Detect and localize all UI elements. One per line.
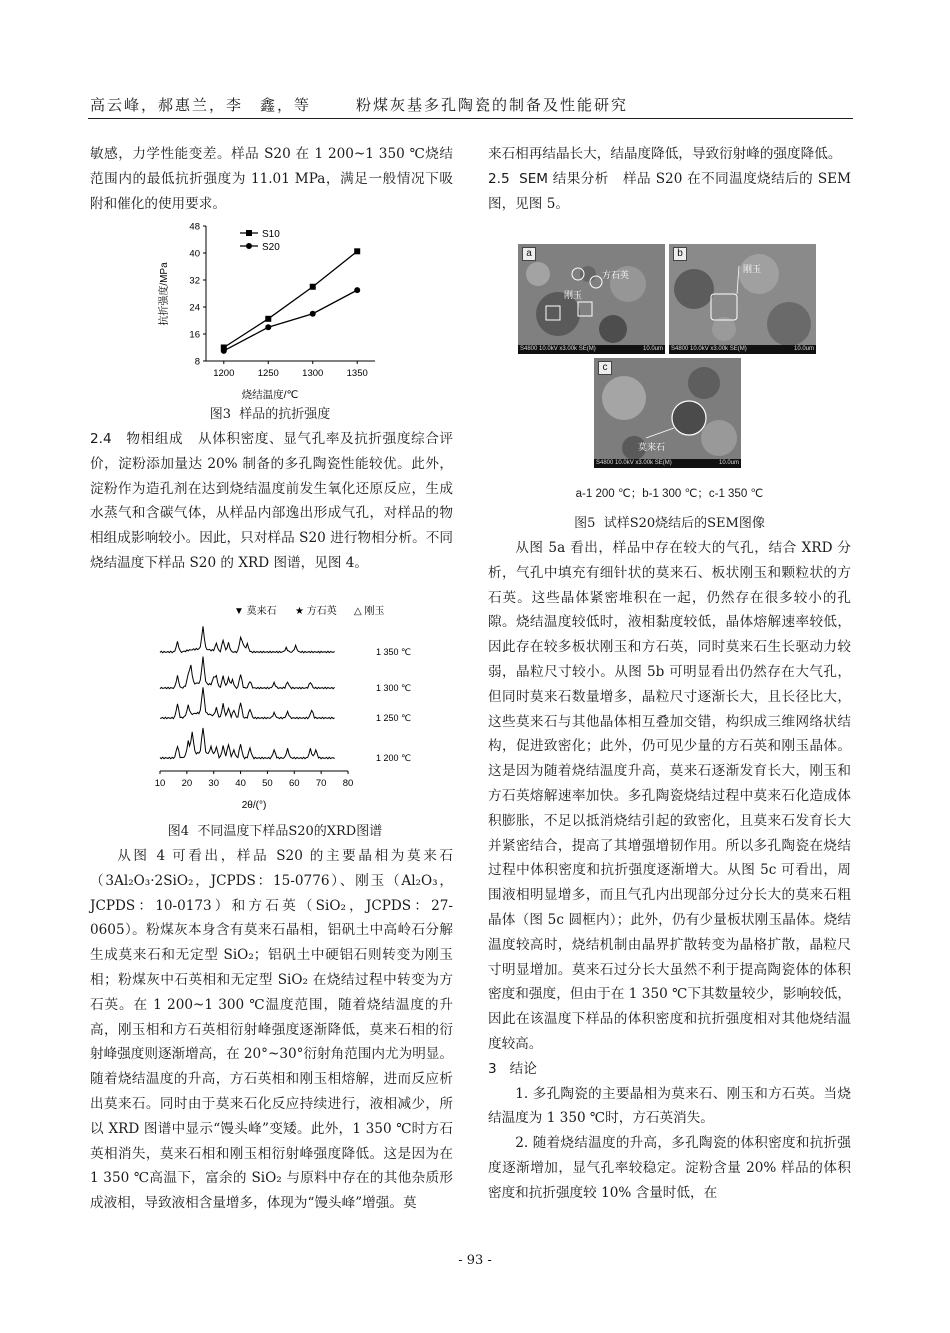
legend-s10-marker: [246, 230, 252, 236]
x-axis-label: 烧结温度/℃: [241, 389, 299, 401]
scale-bar-length: 10.0um: [642, 346, 663, 352]
annotation-corundum: 刚玉: [564, 290, 583, 300]
paragraph: 敏感，力学性能变差。样品 S20 在 1 200~1 350 ℃烧结范围内的最低抗折强度为 11.01 MPa，满足一般情况下吸附和催化的使用要求。: [90, 146, 453, 212]
legend-corundum: △ 刚玉: [354, 606, 385, 617]
legend-s20-marker: [246, 243, 252, 249]
header-rule: [88, 118, 853, 119]
section-title: 结论: [509, 1060, 537, 1077]
x-tick-label: 80: [342, 778, 354, 789]
xrd-trace: [160, 687, 335, 719]
running-header-title: 粉煤灰基多孔陶瓷的制备及性能研究: [356, 96, 629, 114]
data-point-s10: [310, 284, 316, 290]
scale-bar-length: 10.0um: [793, 346, 814, 352]
data-point-s20: [265, 324, 271, 330]
panel-label: c: [598, 361, 612, 375]
x-tick-label: 1350: [346, 368, 368, 379]
x-tick-label: 50: [262, 778, 273, 789]
data-point-s20: [354, 287, 360, 293]
legend-s20: S20: [262, 242, 280, 253]
scale-bar-info: S4800 10.0kV x3.00k SE(M): [671, 346, 747, 352]
annotation-mullite: 莫来石: [638, 442, 666, 452]
paragraph: 从图 5a 看出，样品中存在较大的气孔，结合 XRD 分析，气孔中填充有细针状的莫来石、板状刚玉和颗粒状的方石英。这些晶体紧密堆积在一起，仍然存在很多较小的孔隙。烧结温度较低时，液相黏度较低，晶体熔解速率较低，因此存在较多板状刚玉和方石英，同时莫来石生长驱动力较弱，晶粒尺寸较小。从图 5b 可明显看出仍然存在大气孔，但同时莫来石数量增多，晶粒尺寸逐渐长大，且长径比大，这些莫来石与其他晶体相互叠加交错，构织成三维网络状结构，促进致密化；此外，仍可见少量的方石英和刚玉晶体。这是因为随着烧结温度升高，莫来石逐渐发育长大，刚玉和方石英熔解速率加快。多孔陶瓷烧结过程中莫来石化造成体积膨胀，不足以抵消烧结引起的致密化，且莫来石发育长大并紧密结合，提高了其增强增韧作用。所以多孔陶瓷在烧结过程中体积密度和抗折强度逐渐增大。从图 5c 可看出，周围液相明显增多，而且气孔内出现部分过分长大的莫来石粗晶体（图 5c 圆框内）；此外，仍有少量板状刚玉晶体。烧结温度较高时，烧结机制由晶界扩散转变为晶格扩散，晶粒尺寸明显增加。莫来石过分长大虽然不利于提高陶瓷体的体积密度和强度，但由于在 1 350 ℃下其数量较少，影响较低，因此在该温度下样品的体积密度和抗折强度相对其他烧结温度较高。: [488, 540, 851, 1052]
sem-image-b: [669, 244, 816, 354]
figure-5-subcaption: a-1 200 ℃；b-1 300 ℃；c-1 350 ℃: [575, 488, 764, 500]
left-text-bottom: [90, 844, 453, 1216]
page-number: - 93 -: [458, 1253, 492, 1268]
caption-text: 不同温度下样品S20的XRD图谱: [197, 824, 383, 839]
legend-cristobalite: ★ 方石英: [295, 606, 337, 617]
x-tick-label: 30: [208, 778, 220, 789]
scale-bar-info: S4800 10.0kV x3.00k SE(M): [596, 460, 672, 466]
trace-label: 1 250 ℃: [376, 713, 412, 723]
figure-4-caption: [130, 820, 420, 839]
sem-image-c: [594, 358, 741, 468]
right-text-top: [488, 142, 851, 216]
x-tick-label: 1250: [257, 368, 279, 379]
conclusion-1: 1. 多孔陶瓷的主要晶相为莫来石、刚玉和方石英。当烧结温度为 1 350 ℃时，方石英消失。: [488, 1085, 851, 1127]
trace-label: 1 300 ℃: [376, 683, 412, 693]
figure-3-caption: [150, 403, 390, 422]
section-number: 3: [488, 1060, 497, 1077]
legend: [240, 229, 280, 253]
x-tick-label: 60: [288, 778, 300, 789]
left-text-section-2-4: [90, 427, 453, 576]
scale-bar-length: 10.0um: [718, 460, 739, 466]
running-header-authors: 高云峰，郝惠兰，李 鑫，等: [90, 96, 312, 114]
scale-bar: [669, 345, 816, 354]
panel-label: a: [522, 247, 536, 261]
figure-4-chart: [140, 600, 430, 818]
paragraph: 来石相再结晶长大，结晶度降低，导致衍射峰的强度降低。: [488, 146, 842, 162]
trace-label: 1 200 ℃: [376, 753, 412, 763]
y-tick-label: 24: [189, 302, 200, 314]
caption-number: 图5: [574, 516, 596, 531]
x-tick-label: 10: [154, 778, 166, 789]
trace-label: 1 350 ℃: [376, 647, 412, 657]
sem-image-a: [518, 244, 665, 354]
data-point-s20: [221, 348, 227, 354]
panel-label: b: [673, 247, 687, 261]
series-line-s20: [224, 290, 357, 351]
section-title: 物相组成: [126, 431, 184, 447]
figure-3-chart: [150, 218, 390, 403]
xrd-trace: [160, 728, 335, 759]
data-point-s20: [310, 311, 316, 317]
scale-bar-info: S4800 10.0kV x3.00k SE(M): [520, 346, 596, 352]
series-line-s10: [224, 251, 357, 347]
legend-mullite: ▼ 莫来石: [234, 606, 277, 617]
paragraph: 从体积密度、显气孔率及抗折强度综合评价，淀粉添加量达 20% 制备的多孔陶瓷性能较优。此外，淀粉作为造孔剂在达到烧结温度前发生氧化还原反应，生成水蒸气和含碳气体，从样品内部逸出形成气孔，对样品的物相组成影响较小。因此，只对样品 S20 进行物相分析。不同烧结温度下样品 S20 的 XRD 图谱，见图 4。: [90, 431, 454, 571]
right-text-bottom: [488, 536, 851, 1206]
y-tick-label: 48: [189, 221, 200, 233]
section-number: 2.5: [488, 170, 510, 187]
scale-bar: [594, 459, 741, 468]
annotation-corundum: 刚玉: [743, 264, 762, 274]
paragraph: 样品 S20 在不同温度烧结后的 SEM 图，见图 5。: [488, 170, 851, 212]
scale-bar: [518, 345, 665, 354]
y-axis-label: 抗折强度/MPa: [159, 262, 170, 326]
x-tick-label: 1200: [213, 368, 235, 379]
y-tick-label: 16: [189, 329, 200, 341]
caption-text: 样品的抗折强度: [239, 407, 331, 422]
xrd-trace: [160, 657, 335, 689]
caption-text: 试样S20烧结后的SEM图像: [603, 516, 765, 531]
caption-number: 图3: [209, 407, 231, 422]
data-point-s10: [354, 248, 360, 254]
x-tick-label: 40: [235, 778, 246, 789]
y-tick-label: 32: [189, 275, 200, 287]
figure-5-caption: [488, 512, 851, 531]
section-number: 2.4: [90, 431, 112, 447]
annotation-cristobalite: 方石英: [602, 270, 630, 280]
legend-s10: S10: [262, 229, 280, 240]
caption-number: 图4: [167, 824, 190, 839]
xrd-trace: [160, 626, 335, 653]
y-tick-label: 40: [189, 248, 200, 260]
section-title: SEM 结果分析: [519, 170, 609, 187]
left-text-top: [90, 142, 453, 216]
data-point-s10: [265, 316, 271, 322]
x-tick-label: 20: [181, 778, 193, 789]
x-tick-label: 70: [315, 778, 327, 789]
conclusion-2: 2. 随着烧结温度的升高，多孔陶瓷的体积密度和抗折强度逐渐增加，显气孔率较稳定。淀粉含量 20% 样品的体积密度和抗折强度较 10% 含量时低，在: [488, 1135, 851, 1201]
y-tick-label: 8: [194, 356, 200, 368]
x-tick-label: 1300: [302, 368, 324, 379]
paragraph: 从图 4 可看出，样品 S20 的主要晶相为莫来石（3Al₂O₃·2SiO₂，JCPDS：15-0776）、刚玉（Al₂O₃，JCPDS：10-0173）和方石英（SiO₂，JCPDS：27-0605）。粉煤灰本身含有莫来石晶相，铝矾土中高岭石分解生成莫来石和无定型 SiO₂；铝矾土中硬铝石则转变为刚玉相；粉煤灰中石英相和无定型 SiO₂ 在烧结过程中转变为方石英。在 1 200~1 300 ℃温度范围，随着烧结温度的升高，刚玉相和方石英相衍射峰强度逐渐降低，莫来石相的衍射峰强度则逐渐增高，在 20°~30°衍射角范围内尤为明显。随着烧结温度的升高，方石英相和刚玉相熔解，进而反应析出莫来石。同时由于莫来石化反应持续进行，液相减少，所以 XRD 图谱中显示“馒头峰”变矮。此外，1 350 ℃时方石英相消失，莫来石相和刚玉相衍射峰强度降低。这是因为在 1 350 ℃高温下，富余的 SiO₂ 与原料中存在的其他杂质形成液相，导致液相含量增多，体现为“馒头峰”增强。莫: [90, 848, 453, 1212]
x-axis-label: 2θ/(°): [241, 800, 267, 811]
